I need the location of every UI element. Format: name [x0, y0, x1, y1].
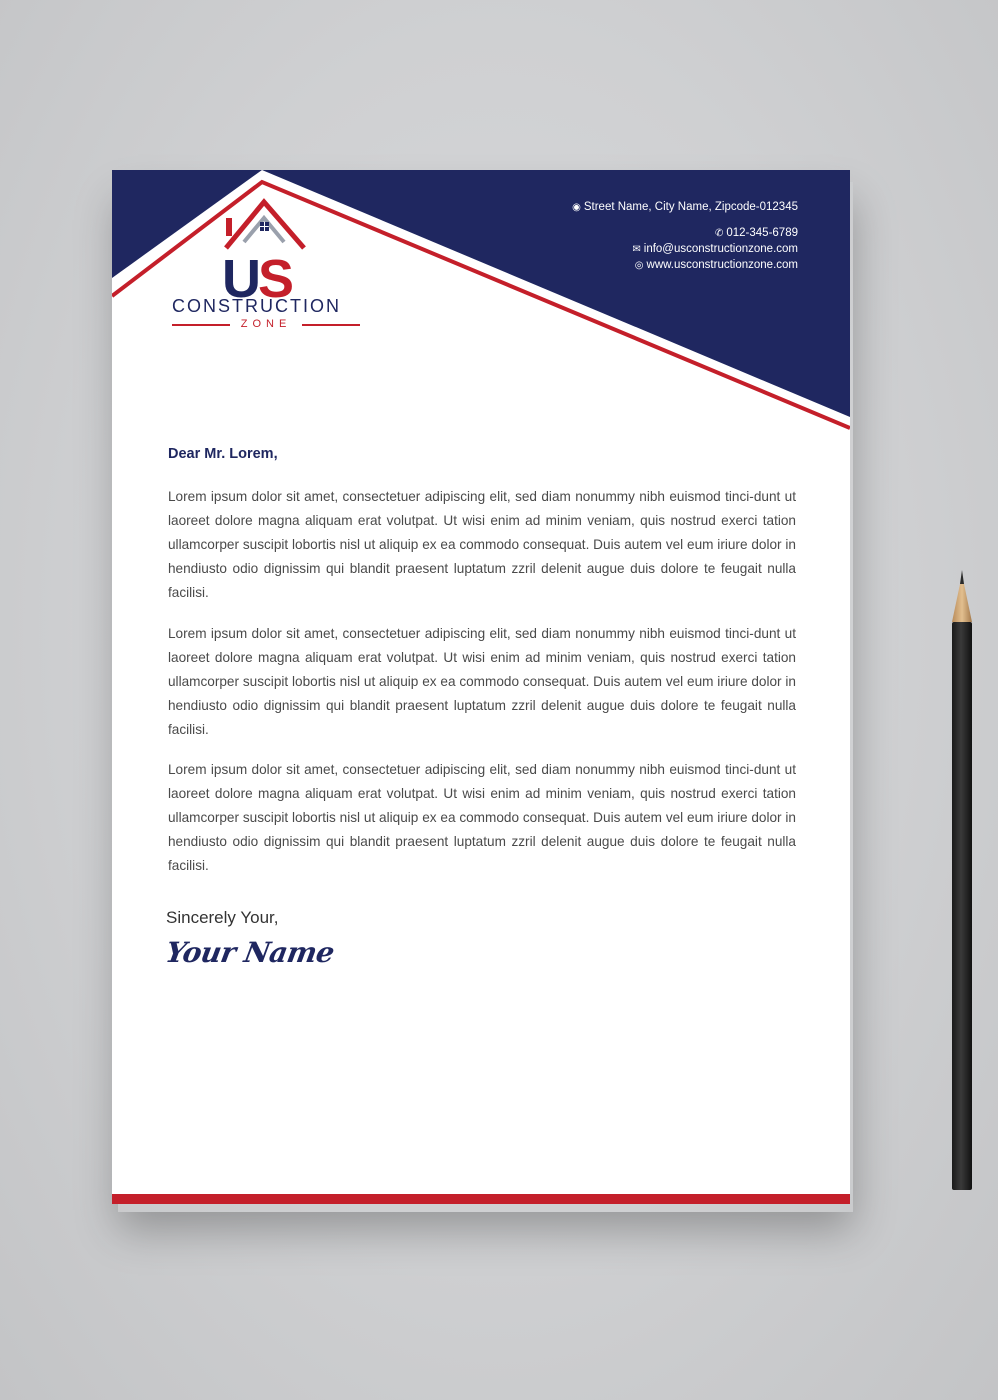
contact-phone-text: 012-345-6789 — [726, 227, 798, 239]
signature: Your Name — [163, 936, 337, 969]
body-paragraph-2: Lorem ipsum dolor sit amet, consectetuer adipiscing elit, sed diam nonummy nibh euismod tinci-dunt ut laoreet dolore magna aliquam erat volutpat. Ut wisi enim ad minim veniam, quis nostrud exerci tation ullamcorper suscipit lobortis nisl ut aliquip ex ea commodo consequat. Duis autem vel eum iriure dolor in hendiusto odio dignissim qui blandit praesent luptatum zzril delenit augue duis dolore te feugait nulla facilisi. — [168, 626, 796, 737]
letterhead-sheet — [112, 170, 850, 1204]
contact-phone — [715, 227, 798, 239]
contact-email-text: info@usconstructionzone.com — [643, 243, 798, 255]
footer-bar — [112, 1194, 850, 1204]
logo-initials: US — [222, 249, 292, 309]
contact-email — [632, 243, 798, 255]
contact-website-text: www.usconstructionzone.com — [646, 259, 798, 271]
salutation: Dear Mr. Lorem, — [168, 446, 278, 462]
body-paragraph-3: Lorem ipsum dolor sit amet, consectetuer adipiscing elit, sed diam nonummy nibh euismod tinci-dunt ut laoreet dolore magna aliquam erat volutpat. Ut wisi enim ad minim veniam, quis nostrud exerci tation ullamcorper suscipit lobortis nisl ut aliquip ex ea commodo consequat. Duis autem vel eum iriure dolor in hendiusto odio dignissim qui blandit praesent luptatum zzril delenit augue duis dolore te feugait nulla facilisi. — [168, 762, 796, 873]
globe-icon: ◎ — [634, 260, 644, 271]
company-tagline-wrap — [172, 317, 360, 331]
envelope-icon: ✉ — [632, 244, 641, 255]
pencil-prop — [950, 570, 974, 1192]
tagline-rule-right — [302, 324, 360, 326]
closing: Sincerely Your, — [166, 908, 279, 927]
company-name: CONSTRUCTION — [172, 296, 341, 316]
phone-icon: ✆ — [714, 228, 724, 239]
contact-website — [635, 259, 798, 271]
body-paragraph-1: Lorem ipsum dolor sit amet, consectetuer adipiscing elit, sed diam nonummy nibh euismod tinci-dunt ut laoreet dolore magna aliquam erat volutpat. Ut wisi enim ad minim veniam, quis nostrud exerci tation ullamcorper suscipit lobortis nisl ut aliquip ex ea commodo consequat. Duis autem vel eum iriure dolor in hendiusto odio dignissim qui blandit praesent luptatum zzril delenit augue duis dolore te feugait nulla facilisi. — [168, 489, 796, 600]
contact-address-text: Street Name, City Name, Zipcode-012345 — [583, 201, 798, 213]
location-pin-icon: ◉ — [572, 202, 581, 213]
contact-address — [572, 201, 798, 213]
company-tagline: ZONE — [240, 318, 292, 330]
